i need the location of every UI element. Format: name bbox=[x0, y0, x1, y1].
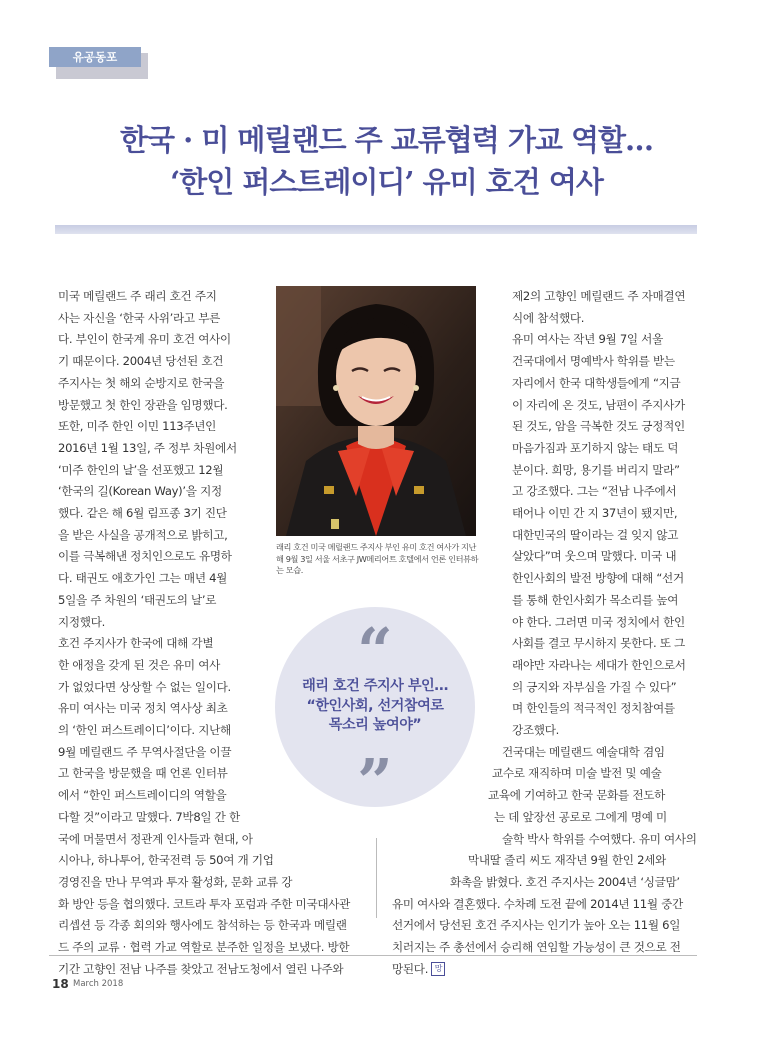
text-line: 다. 부인이 한국계 유미 호건 여사이 bbox=[58, 332, 231, 347]
text-line: 다. 태권도 애호가인 그는 매년 4월 bbox=[58, 571, 228, 586]
text-line: 사는 자신을 ‘한국 사위’라고 부른 bbox=[58, 310, 221, 325]
text-line: 치러지는 주 총선에서 승리해 연임할 가능성이 큰 것으로 전 bbox=[392, 940, 681, 955]
text-line: 리셉션 등 각종 회의와 행사에도 참석하는 등 한국과 메릴랜 bbox=[58, 918, 347, 933]
text-line: 건국대는 메릴랜드 예술대학 겸임 bbox=[502, 744, 665, 759]
close-quote-icon: ” bbox=[357, 745, 393, 818]
section-label: 유공동포 bbox=[49, 47, 141, 67]
text-line: 식에 참석했다. bbox=[512, 310, 585, 325]
article-title-line2: ‘한인 퍼스트레이디’ 유미 호건 여사 bbox=[170, 165, 603, 199]
text-line: 태어나 이민 간 지 37년이 됐지만, bbox=[512, 506, 678, 521]
text-line: 호건 주지사가 한국에 대해 각별 bbox=[58, 636, 214, 651]
text-line: 방문했고 첫 한인 장관을 임명했다. bbox=[58, 397, 228, 412]
text-line: 자리에서 한국 대학생들에게 “지금 bbox=[512, 375, 681, 390]
text-line: 유미 여사는 작년 9월 7일 서울 bbox=[512, 332, 663, 347]
text-line: 술학 박사 학위를 수여했다. 유미 여사의 bbox=[502, 831, 697, 846]
text-line: 5일을 주 차원의 ‘태권도의 날’로 bbox=[58, 592, 217, 607]
text-line: ‘한국의 길(Korean Way)’을 지정 bbox=[58, 484, 222, 499]
text-line: 9월 메릴랜드 주 무역사절단을 이끌 bbox=[58, 744, 232, 759]
text-line: 기간 고향인 전남 나주를 찾았고 전남도청에서 열린 나주와 bbox=[58, 961, 344, 976]
text-line: 건국대에서 명예박사 학위를 받는 bbox=[512, 354, 675, 369]
issue-date: March 2018 bbox=[73, 979, 124, 989]
text-line: 대한민국의 딸이라는 걸 잊지 않고 bbox=[512, 527, 679, 542]
text-line: 드 주의 교류 · 협력 가교 역할로 분주한 일정을 보냈다. 방한 bbox=[58, 940, 350, 955]
photo-caption: 래리 호건 미국 메릴랜드 주지사 부인 유미 호건 여사가 지난해 9월 3일 서울 서초구 JW메리어트 호텔에서 언론 인터뷰하는 모습. bbox=[276, 542, 479, 575]
column-divider bbox=[376, 838, 377, 918]
text-line: 국에 머물면서 정관계 인사들과 현대, 아 bbox=[58, 831, 253, 846]
text-line: 유미 여사는 미국 정치 역사상 최초 bbox=[58, 701, 228, 716]
text-line: 가 없었다면 상상할 수 없는 일이다. bbox=[58, 679, 231, 694]
text-line: 기 때문이다. 2004년 당선된 호건 bbox=[58, 354, 224, 369]
open-quote-icon: “ bbox=[357, 614, 393, 687]
article-title-line1: 한국 · 미 메릴랜드 주 교류협력 가교 역할… bbox=[120, 123, 653, 157]
text-line: 고 한국을 방문했을 때 언론 인터뷰 bbox=[58, 766, 228, 781]
text-line: 교육에 기여하고 한국 문화를 전도하 bbox=[488, 788, 666, 803]
text-line: 를 통해 한인사회가 목소리를 높여 bbox=[512, 592, 679, 607]
text-line: 주지사는 첫 해외 순방지로 한국을 bbox=[58, 375, 225, 390]
text-line: 고 강조했다. 그는 “전남 나주에서 bbox=[512, 484, 677, 499]
footer-divider bbox=[49, 955, 697, 956]
text-line: 이를 극복해낸 정치인으로도 유명하 bbox=[58, 549, 232, 564]
text-line: 한인사회의 발전 방향에 대해 “선거 bbox=[512, 571, 684, 586]
text-line: 사회를 결코 무시하지 못한다. 또 그 bbox=[512, 636, 685, 651]
text-line: 강조했다. bbox=[512, 723, 559, 738]
text-line: 경영진을 만나 무역과 투자 활성화, 문화 교류 강 bbox=[58, 874, 293, 889]
text-line: 화촉을 밝혔다. 호건 주지사는 2004년 ‘싱글맘’ bbox=[450, 874, 680, 889]
left-column bbox=[58, 286, 351, 981]
text-line: 2016년 1월 13일, 주 정부 차원에서 bbox=[58, 440, 237, 455]
text-line: 마음가짐과 포기하지 않는 태도 덕 bbox=[512, 440, 679, 455]
text-line: 의 긍지와 자부심을 가질 수 있다” bbox=[512, 679, 677, 694]
pull-quote-line3: 목소리 높여야” bbox=[328, 717, 422, 733]
text-line: 다할 것”이라고 말했다. 7박8일 간 한 bbox=[58, 809, 240, 824]
article-end-icon: 망 bbox=[431, 962, 445, 976]
pull-quote-line1: 래리 호건 주지사 부인… bbox=[302, 678, 448, 694]
text-line: 화 방안 등을 협의했다. 코트라 투자 포럼과 주한 미국대사관 bbox=[58, 896, 351, 911]
text-line: 제2의 고향인 메릴랜드 주 자매결연 bbox=[512, 289, 686, 303]
text-line: 교수로 재직하며 미술 발전 및 예술 bbox=[492, 766, 662, 781]
text-line: 된 것도, 암을 극복한 것도 긍정적인 bbox=[512, 419, 685, 434]
text-line: 의 ‘한인 퍼스트레이디’이다. 지난해 bbox=[58, 723, 231, 738]
text-line: 이 자리에 온 것도, 남편이 주지사가 bbox=[512, 397, 685, 412]
text-line: 는 데 앞장선 공로로 그에게 명예 미 bbox=[494, 809, 667, 824]
right-column bbox=[392, 286, 697, 981]
text-line: 분이다. 희망, 용기를 버리지 말라” bbox=[512, 462, 680, 477]
text-line: 유미 여사와 결혼했다. 수차례 도전 끝에 2014년 11월 중간 bbox=[392, 896, 683, 911]
text-line: 을 받은 사실을 공개적으로 밝히고, bbox=[58, 527, 228, 542]
text-line: 망된다. 망 bbox=[392, 959, 697, 981]
text-line: 래야만 자라나는 세대가 한인으로서 bbox=[512, 657, 686, 672]
text-line: ‘미주 한인의 날’을 선포했고 12월 bbox=[58, 462, 224, 477]
text-line: 선거에서 당선된 호건 주지사는 인기가 높아 오는 11월 6일 bbox=[392, 918, 681, 933]
text-line: 한 애정을 갖게 된 것은 유미 여사 bbox=[58, 657, 221, 672]
text-line: 에서 “한인 퍼스트레이디의 역할을 bbox=[58, 788, 227, 803]
text-line: 살았다”며 웃으며 말했다. 미국 내 bbox=[512, 549, 677, 564]
title-divider bbox=[55, 225, 697, 234]
pull-quote-line2: “한인사회, 선거참여로 bbox=[306, 697, 444, 714]
text-line: 또한, 미주 한인 이민 113주년인 bbox=[58, 419, 217, 434]
text-line: 지정했다. bbox=[58, 614, 105, 629]
text-line: 시아나, 하나투어, 한국전력 등 50여 개 기업 bbox=[58, 853, 274, 868]
text-line: 야 한다. 그러면 미국 정치에서 한인 bbox=[512, 614, 685, 629]
text-line: 했다. 같은 해 6월 림프종 3기 진단 bbox=[58, 506, 227, 521]
text-line: 며 한인들의 적극적인 정치참여를 bbox=[512, 701, 675, 716]
text-line: 막내딸 줄리 씨도 재작년 9월 한인 2세와 bbox=[468, 853, 666, 868]
text-line: 미국 메릴랜드 주 래리 호건 주지 bbox=[58, 289, 217, 303]
page-number: 18 bbox=[52, 977, 69, 991]
